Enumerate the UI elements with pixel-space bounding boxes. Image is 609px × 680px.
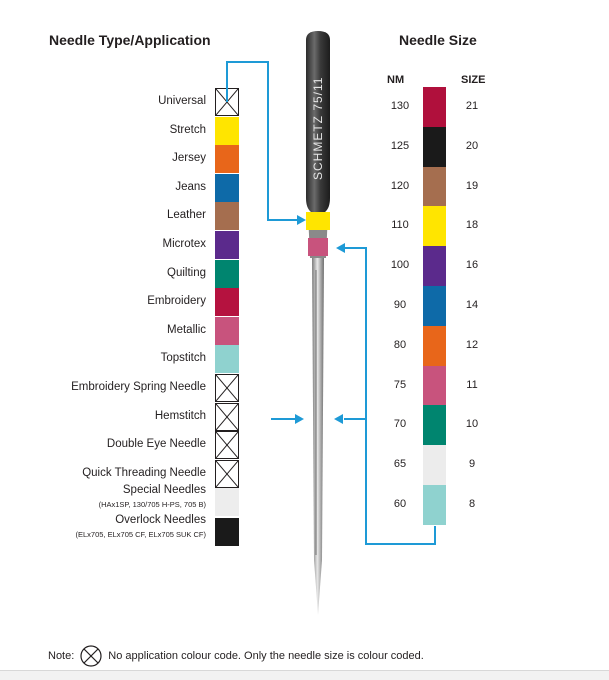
hemstitch-left-arrowhead: [295, 414, 304, 424]
nm-value: 100: [390, 259, 410, 272]
nm-value: 80: [393, 338, 407, 351]
type-label: Overlock Needles: [115, 514, 206, 527]
type-label: Jersey: [172, 152, 206, 165]
type-label: Universal: [158, 95, 206, 107]
needle-imprint: SCHMETZ 75/11: [311, 76, 325, 180]
type-label: Leather: [166, 209, 206, 222]
connector-lines: [227, 62, 435, 544]
type-label: Special Needles: [122, 484, 206, 497]
note-prefix: Note:: [48, 650, 75, 662]
size-value: 20: [465, 139, 479, 152]
size-value: 21: [465, 100, 479, 112]
size-value: 16: [465, 259, 479, 272]
nm-value: 60: [393, 498, 407, 510]
no-color-code-icon: [80, 645, 102, 667]
type-label: Microtex: [162, 238, 206, 250]
size-value: 18: [465, 219, 479, 232]
size-value: 19: [465, 179, 479, 192]
nm-value: 90: [393, 299, 407, 311]
size-value: 11: [466, 378, 478, 391]
type-sublabel: (ELx705, ELx705 CF, ELx705 SUK CF): [75, 530, 206, 540]
nm-value: 110: [391, 219, 409, 232]
nm-column-heading: NM: [387, 74, 405, 86]
needle-blade: [312, 258, 324, 615]
size-value: 12: [465, 338, 479, 351]
nm-value: 75: [393, 378, 407, 391]
nm-value: 130: [390, 100, 410, 112]
type-sublabel: (HAx1SP, 130/705 H-PS, 705 B): [98, 500, 206, 510]
size-connector-arrowhead: [336, 243, 345, 253]
type-connector-line: [227, 62, 298, 220]
hemstitch-right-arrowhead: [334, 414, 343, 424]
size-value: 14: [465, 299, 479, 311]
size-value: 10: [465, 418, 479, 431]
size-connector-line: [345, 248, 435, 544]
type-label: Metallic: [167, 323, 206, 336]
nm-value: 70: [393, 418, 407, 431]
type-label: Hemstitch: [154, 409, 206, 422]
nm-value: 125: [390, 139, 410, 152]
needle-type-heading: Needle Type/Application: [49, 32, 211, 48]
type-label: Embroidery Spring Needle: [71, 381, 206, 393]
nm-value: 65: [393, 458, 407, 471]
type-label: Double Eye Needle: [106, 438, 206, 451]
needle-size-band: [308, 238, 328, 256]
nm-value: 120: [390, 179, 410, 192]
type-label: Topstitch: [160, 352, 206, 365]
type-label: Embroidery: [147, 295, 206, 308]
type-label: Stretch: [169, 123, 206, 136]
type-label: Jeans: [175, 180, 206, 193]
needle-type-band: [306, 212, 330, 230]
note: [48, 645, 424, 667]
size-column-heading: SIZE: [461, 74, 486, 86]
size-value: 8: [468, 498, 476, 510]
note-text: No application colour code. Only the needle size is colour coded.: [108, 650, 424, 662]
type-label: Quick Threading Needle: [82, 466, 206, 479]
size-value: 9: [468, 458, 476, 471]
needle-size-heading: Needle Size: [399, 32, 477, 48]
type-connector-arrowhead: [297, 215, 306, 225]
type-label: Quilting: [167, 266, 206, 279]
